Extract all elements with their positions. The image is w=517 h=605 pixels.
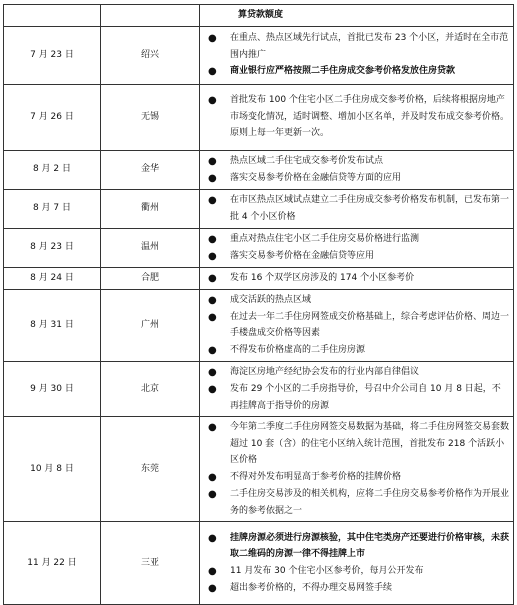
content-cell xyxy=(200,267,514,289)
item-text: 今年第二季度二手住房网签交易数据为基础，将二手住房网签交易套数超过 10 套（含）的住宅小区纳入统计范围，首批发布 218 个活跃小区价格 xyxy=(230,422,510,466)
table-row xyxy=(4,289,514,361)
item-text: 不得发布价格虚高的二手住房房源 xyxy=(230,344,366,355)
bullet-icon: ● xyxy=(208,294,217,306)
list-item xyxy=(208,30,509,63)
list-item xyxy=(208,530,509,563)
content-cell xyxy=(200,522,514,605)
item-text: 商业银行应严格按照二手住房成交参考价格发放住房贷款 xyxy=(230,66,456,77)
item-text: 在重点、热点区域先行试点，首批已发布 23 个小区，并适时在全市范围内推广 xyxy=(230,33,509,60)
table-row xyxy=(4,417,514,522)
date-cell: 8 月 24 日 xyxy=(4,267,101,289)
bullet-icon: ● xyxy=(208,155,217,167)
date-cell: 7 月 23 日 xyxy=(4,26,101,84)
date-cell: 11 月 22 日 xyxy=(4,522,101,605)
item-text: 热点区域二手住宅成交参考价发布试点 xyxy=(230,155,384,166)
item-text: 不得对外发布明显高于参考价格的挂牌价格 xyxy=(230,472,402,483)
item-text: 在市区热点区域试点建立二手住房成交参考价格发布机制，已发布第一批 4 个小区价格 xyxy=(230,195,510,222)
city-cell: 合肥 xyxy=(101,267,200,289)
list-item xyxy=(208,170,509,187)
city-cell: 北京 xyxy=(101,361,200,416)
bullet-icon: ● xyxy=(208,311,217,323)
list-item xyxy=(208,270,509,287)
content-cell xyxy=(200,150,514,189)
table-row xyxy=(4,150,514,189)
city-cell: 东莞 xyxy=(101,417,200,522)
date-cell: 9 月 30 日 xyxy=(4,361,101,416)
table-row xyxy=(4,267,514,289)
item-text: 二手住房交易涉及的相关机构，应将二手住房交易参考价格作为开展业务的参考依据之一 xyxy=(230,489,510,516)
item-text: 首批发布 100 个住宅小区二手住房成交参考价格，后续将根据房地产市场变化情况，适时调整、增加小区名单，并及时发布成交参考价格。原则上每一年更新一次。 xyxy=(230,95,510,139)
list-item xyxy=(208,92,509,142)
list-item xyxy=(208,153,509,170)
item-text: 海淀区房地产经纪协会发布的行业内部自律倡议 xyxy=(230,366,420,377)
bullet-icon: ● xyxy=(208,250,217,262)
content-cell xyxy=(200,189,514,228)
item-text: 11 月发布 30 个住宅小区参考价，每月公开发布 xyxy=(230,566,424,577)
item-text: 落实交易参考价格在金融信贷等方面的应用 xyxy=(230,172,402,183)
date-cell: 7 月 26 日 xyxy=(4,84,101,150)
list-item xyxy=(208,231,509,248)
list-item xyxy=(208,63,509,80)
date-cell: 10 月 8 日 xyxy=(4,417,101,522)
bullet-icon: ● xyxy=(208,344,217,356)
continuation-text: 算贷款额度 xyxy=(238,10,284,20)
date-cell: 8 月 7 日 xyxy=(4,189,101,228)
policy-table xyxy=(3,4,514,605)
item-text: 落实交易参考价格在金融信贷等应用 xyxy=(230,250,375,261)
bullet-icon: ● xyxy=(208,472,217,484)
continuation-cell xyxy=(200,5,514,27)
empty-cell xyxy=(4,5,101,27)
city-cell: 温州 xyxy=(101,228,200,267)
date-cell: 8 月 31 日 xyxy=(4,289,101,361)
policy-table-body xyxy=(4,5,514,605)
bullet-icon: ● xyxy=(208,383,217,395)
bullet-icon: ● xyxy=(208,233,217,245)
list-item xyxy=(208,580,509,597)
table-row xyxy=(4,522,514,605)
table-row xyxy=(4,84,514,150)
city-cell: 金华 xyxy=(101,150,200,189)
table-row xyxy=(4,228,514,267)
continuation-row xyxy=(4,5,514,27)
content-cell xyxy=(200,417,514,522)
item-text: 发布 29 个小区的二手房指导价，号召中介公司自 10 月 8 日起，不再挂牌高于指导价的房源 xyxy=(230,383,501,411)
bullet-icon: ● xyxy=(208,66,217,78)
city-cell: 绍兴 xyxy=(101,26,200,84)
bullet-icon: ● xyxy=(208,583,217,595)
bullet-icon: ● xyxy=(208,195,217,206)
list-item xyxy=(208,419,509,469)
item-text: 在过去一年二手住房网签成交价格基础上，综合考虑评估价格、周边一手楼盘成交价格等因素 xyxy=(230,311,510,339)
item-text: 超出参考价格的，不得办理交易网签手续 xyxy=(230,583,393,594)
item-text: 成交活跃的热点区域 xyxy=(230,294,312,305)
bullet-icon: ● xyxy=(208,366,217,378)
bullet-icon: ● xyxy=(208,489,217,501)
city-cell: 衢州 xyxy=(101,189,200,228)
city-cell: 三亚 xyxy=(101,522,200,605)
bullet-icon: ● xyxy=(208,33,217,44)
table-row xyxy=(4,26,514,84)
item-text: 挂牌房源必须进行房源核验，其中住宅类房产还要进行价格审核，未获取二维码的房源一律不得挂牌上市 xyxy=(230,532,510,560)
bullet-icon: ● xyxy=(208,422,217,434)
content-cell xyxy=(200,361,514,416)
list-item xyxy=(208,563,509,580)
content-cell xyxy=(200,228,514,267)
empty-cell xyxy=(101,5,200,27)
city-cell: 无锡 xyxy=(101,84,200,150)
list-item xyxy=(208,342,509,359)
list-item xyxy=(208,381,509,414)
item-text: 重点对热点住宅小区二手住房交易价格进行监测 xyxy=(230,233,420,244)
table-row xyxy=(4,361,514,416)
list-item xyxy=(208,248,509,265)
list-item xyxy=(208,192,509,225)
date-cell: 8 月 2 日 xyxy=(4,150,101,189)
table-row xyxy=(4,189,514,228)
date-cell: 8 月 23 日 xyxy=(4,228,101,267)
bullet-icon: ● xyxy=(208,272,217,284)
list-item xyxy=(208,364,509,381)
list-item xyxy=(208,309,509,342)
list-item xyxy=(208,469,509,486)
item-text: 发布 16 个双学区房涉及的 174 个小区参考价 xyxy=(230,272,415,283)
list-item xyxy=(208,292,509,309)
city-cell: 广州 xyxy=(101,289,200,361)
bullet-icon: ● xyxy=(208,566,217,578)
content-cell xyxy=(200,289,514,361)
bullet-icon: ● xyxy=(208,172,217,184)
content-cell xyxy=(200,84,514,150)
content-cell xyxy=(200,26,514,84)
list-item xyxy=(208,486,509,519)
bullet-icon: ● xyxy=(208,95,217,107)
bullet-icon: ● xyxy=(208,532,217,544)
